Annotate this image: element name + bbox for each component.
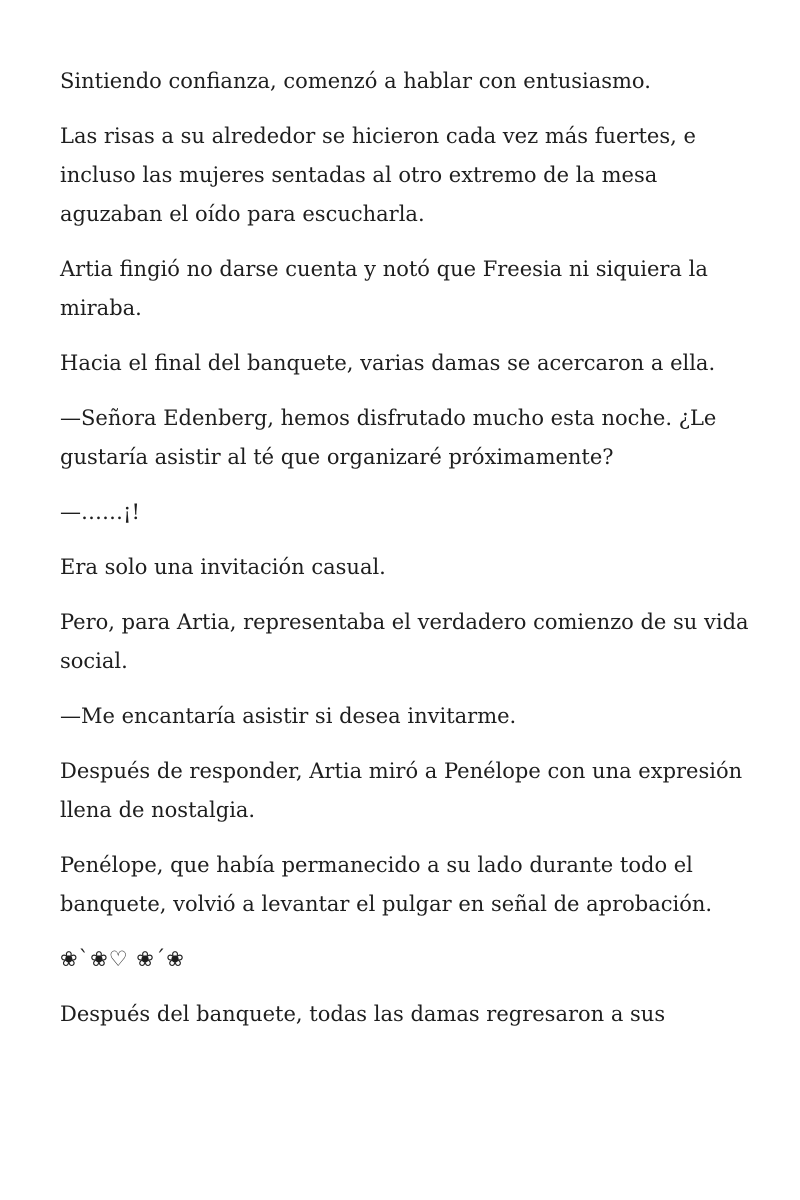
paragraph: Después de responder, Artia miró a Penélope con una expresión llena de nostalgia. xyxy=(60,759,743,822)
reading-page xyxy=(60,62,750,1050)
paragraph: Artia fingió no darse cuenta y notó que Freesia ni siquiera la miraba. xyxy=(60,257,708,320)
paragraph: —Me encantaría asistir si desea invitarme. xyxy=(60,704,517,728)
paragraph: —Señora Edenberg, hemos disfrutado mucho esta noche. ¿Le gustaría asistir al té que organizaré próximamente? xyxy=(60,406,717,469)
paragraph: Sintiendo confianza, comenzó a hablar con entusiasmo. xyxy=(60,69,651,93)
paragraph: Después del banquete, todas las damas regresaron a sus xyxy=(60,1002,666,1026)
paragraph: Pero, para Artia, representaba el verdadero comienzo de su vida social. xyxy=(60,610,749,673)
paragraph: Hacia el final del banquete, varias damas se acercaron a ella. xyxy=(60,351,716,375)
paragraph: Penélope, que había permanecido a su lado durante todo el banquete, volvió a levantar el pulgar en señal de aprobación. xyxy=(60,853,713,916)
scene-separator: ❀`❀♡ ❀´❀ xyxy=(60,947,185,971)
paragraph: —……¡! xyxy=(60,500,140,524)
paragraph: Las risas a su alrededor se hicieron cada vez más fuertes, e incluso las mujeres sentadas al otro extremo de la mesa aguzaban el oído para escucharla. xyxy=(60,124,696,226)
paragraph: Era solo una invitación casual. xyxy=(60,555,386,579)
